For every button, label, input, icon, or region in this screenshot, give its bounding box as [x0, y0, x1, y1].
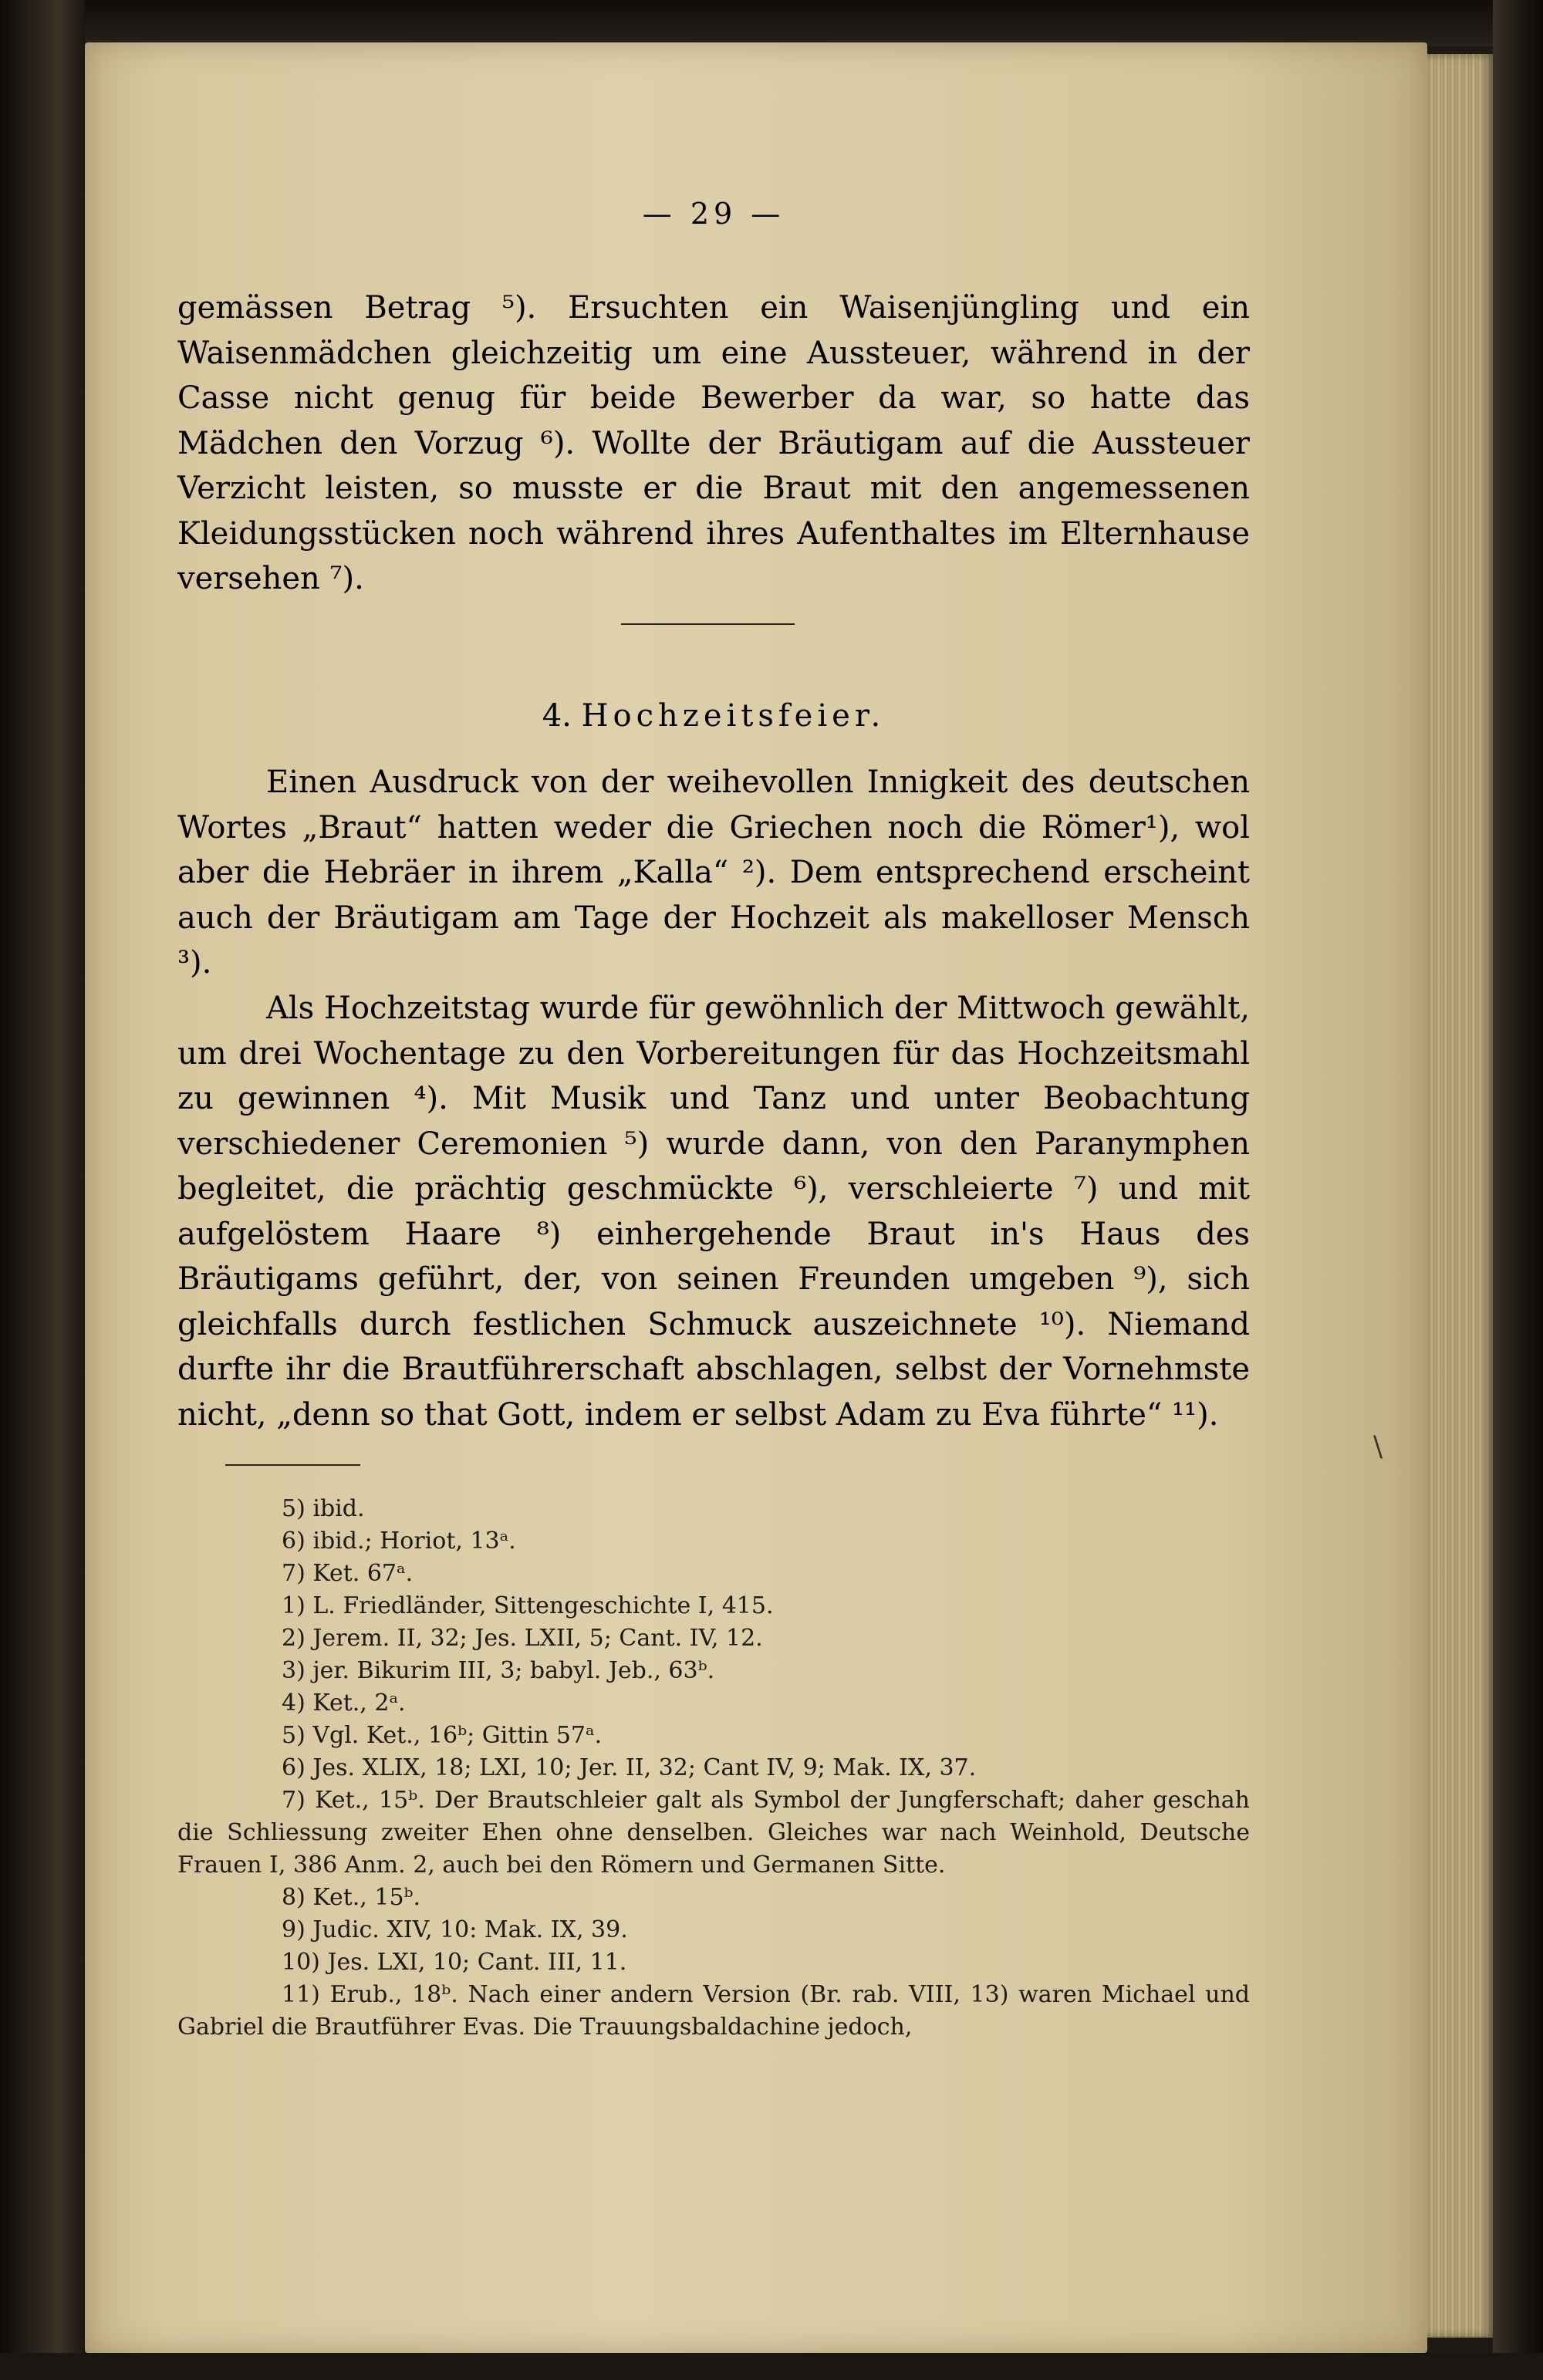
- footnote-text: Judic. XIV, 10: Mak. IX, 39.: [312, 1916, 628, 1943]
- section-heading: [177, 698, 1250, 734]
- paragraph-aussteuer: gemässen Betrag ⁵). Ersuchten ein Waisenjüngling und ein Waisenmädchen gleichzeitig um eine Aussteuer, während in der Casse nicht genug für beide Bewerber da war, so hatte das Mädchen den Vorzug ⁶). Wollte der Bräutigam auf die Aussteuer Verzicht leisten, so musste er die Braut mit den angemessenen Kleidungsstücken noch während ihres Aufenthaltes im Elternhause versehen ⁷).: [177, 290, 1250, 596]
- footnote-mark: 3): [282, 1657, 306, 1684]
- footnote: [177, 1525, 1250, 1558]
- footnote-text: Vgl. Ket., 16ᵇ; Gittin 57ᵃ.: [312, 1722, 603, 1749]
- margin-pencil-mark: \: [1373, 1431, 1383, 1463]
- footnote-text: Jes. XLIX, 18; LXI, 10; Jer. II, 32; Cant IV, 9; Mak. IX, 37.: [312, 1754, 977, 1781]
- footnote-text: Ket., 15ᵇ. Der Brautschleier galt als Symbol der Jungferschaft; daher geschah die Schliessung zweiter Ehen ohne denselben. Gleiches war nach Weinhold, Deutsche Frauen I, 386 Anm. 2, auch bei den Römern und Germanen Sitte.: [177, 1787, 1250, 1879]
- section-number: 4.: [542, 698, 572, 734]
- footnote-mark: 8): [282, 1884, 306, 1911]
- footnote: [177, 1752, 1250, 1784]
- footnote: [177, 1882, 1250, 1914]
- paragraph-braut: Einen Ausdruck von der weihevollen Innigkeit des deutschen Wortes „Braut“ hatten weder die Griechen noch die Römer¹), wol aber die Hebräer in ihrem „Kalla“ ²). Dem entsprechend erscheint auch der Bräutigam am Tage der Hochzeit als makelloser Mensch ³).: [177, 765, 1250, 981]
- footnote: [177, 1784, 1250, 1882]
- footnote-text: Ket., 2ᵃ.: [312, 1690, 406, 1717]
- page-number: — 29 —: [642, 197, 785, 231]
- section-title: Hochzeitsfeier.: [581, 698, 886, 734]
- paragraph-hochzeitstag: Als Hochzeitstag wurde für gewöhnlich der Mittwoch gewählt, um drei Wochentage zu den Vorbereitungen für das Hochzeitsmahl zu gewinnen ⁴). Mit Musik und Tanz und unter Beobachtung verschiedener Ceremonien ⁵) wurde dann, von den Paranymphen begleitet, die prächtig geschmückte ⁶), verschleierte ⁷) und mit aufgelöstem Haare ⁸) einhergehende Braut in's Haus des Bräutigams geführt, der, von seinen Freunden umgeben ⁹), sich gleichfalls durch festlichen Schmuck auszeichnete ¹⁰). Niemand durfte ihr die Brautführerschaft abschlagen, selbst der Vornehmste nicht, „denn so that Gott, indem er selbst Adam zu Eva führte“ ¹¹).: [177, 991, 1250, 1433]
- footnote-text: ibid.: [312, 1495, 365, 1522]
- book-binding-right: [1493, 0, 1543, 2380]
- footnote-mark: 6): [282, 1754, 306, 1781]
- footnote-mark: 2): [282, 1625, 306, 1652]
- footnote-text: Jes. LXI, 10; Cant. III, 11.: [327, 1949, 627, 1976]
- footnote-mark: 5): [282, 1722, 306, 1749]
- footnote-text: Erub., 18ᵇ. Nach einer andern Version (Br. rab. VIII, 13) waren Michael und Gabriel die Brautführer Evas. Die Trauungsbaldachine jedoch,: [177, 1981, 1250, 2041]
- footnote: [177, 1946, 1250, 1979]
- footnote: [177, 1622, 1250, 1655]
- book-binding-bottom: [0, 2353, 1543, 2380]
- footnote: [177, 1979, 1250, 2044]
- book-binding-top: [0, 0, 1543, 46]
- footnote: [177, 1720, 1250, 1752]
- footnote-mark: 1): [282, 1592, 306, 1619]
- footnote-rule: [225, 1464, 360, 1466]
- footnote: [177, 1655, 1250, 1687]
- footnote-mark: 11): [282, 1981, 320, 2008]
- footnote: [177, 1590, 1250, 1622]
- footnote-mark: 5): [282, 1495, 306, 1522]
- section-divider: [621, 623, 795, 625]
- footnote-text: jer. Bikurim III, 3; babyl. Jeb., 63ᵇ.: [312, 1657, 715, 1684]
- footnote-text: L. Friedländer, Sittengeschichte I, 415.: [312, 1592, 774, 1619]
- footnote-mark: 6): [282, 1528, 306, 1555]
- page-edges: [1427, 54, 1493, 2338]
- footnote-mark: 9): [282, 1916, 306, 1943]
- footnote-mark: 4): [282, 1690, 306, 1717]
- footnote-mark: 7): [282, 1560, 306, 1587]
- footnote: [177, 1687, 1250, 1720]
- footnote: [177, 1493, 1250, 1525]
- footnote-mark: 10): [282, 1949, 320, 1976]
- footnote: [177, 1558, 1250, 1590]
- footnotes: [177, 1493, 1250, 2044]
- footnote-text: Ket., 15ᵇ.: [312, 1884, 421, 1911]
- footnote: [177, 1914, 1250, 1946]
- footnote-text: Jerem. II, 32; Jes. LXII, 5; Cant. IV, 12.: [312, 1625, 763, 1652]
- footnote-mark: 7): [282, 1787, 306, 1814]
- book-binding-left: [0, 0, 85, 2380]
- footnote-text: ibid.; Horiot, 13ᵃ.: [312, 1528, 516, 1555]
- footnote-text: Ket. 67ᵃ.: [312, 1560, 414, 1587]
